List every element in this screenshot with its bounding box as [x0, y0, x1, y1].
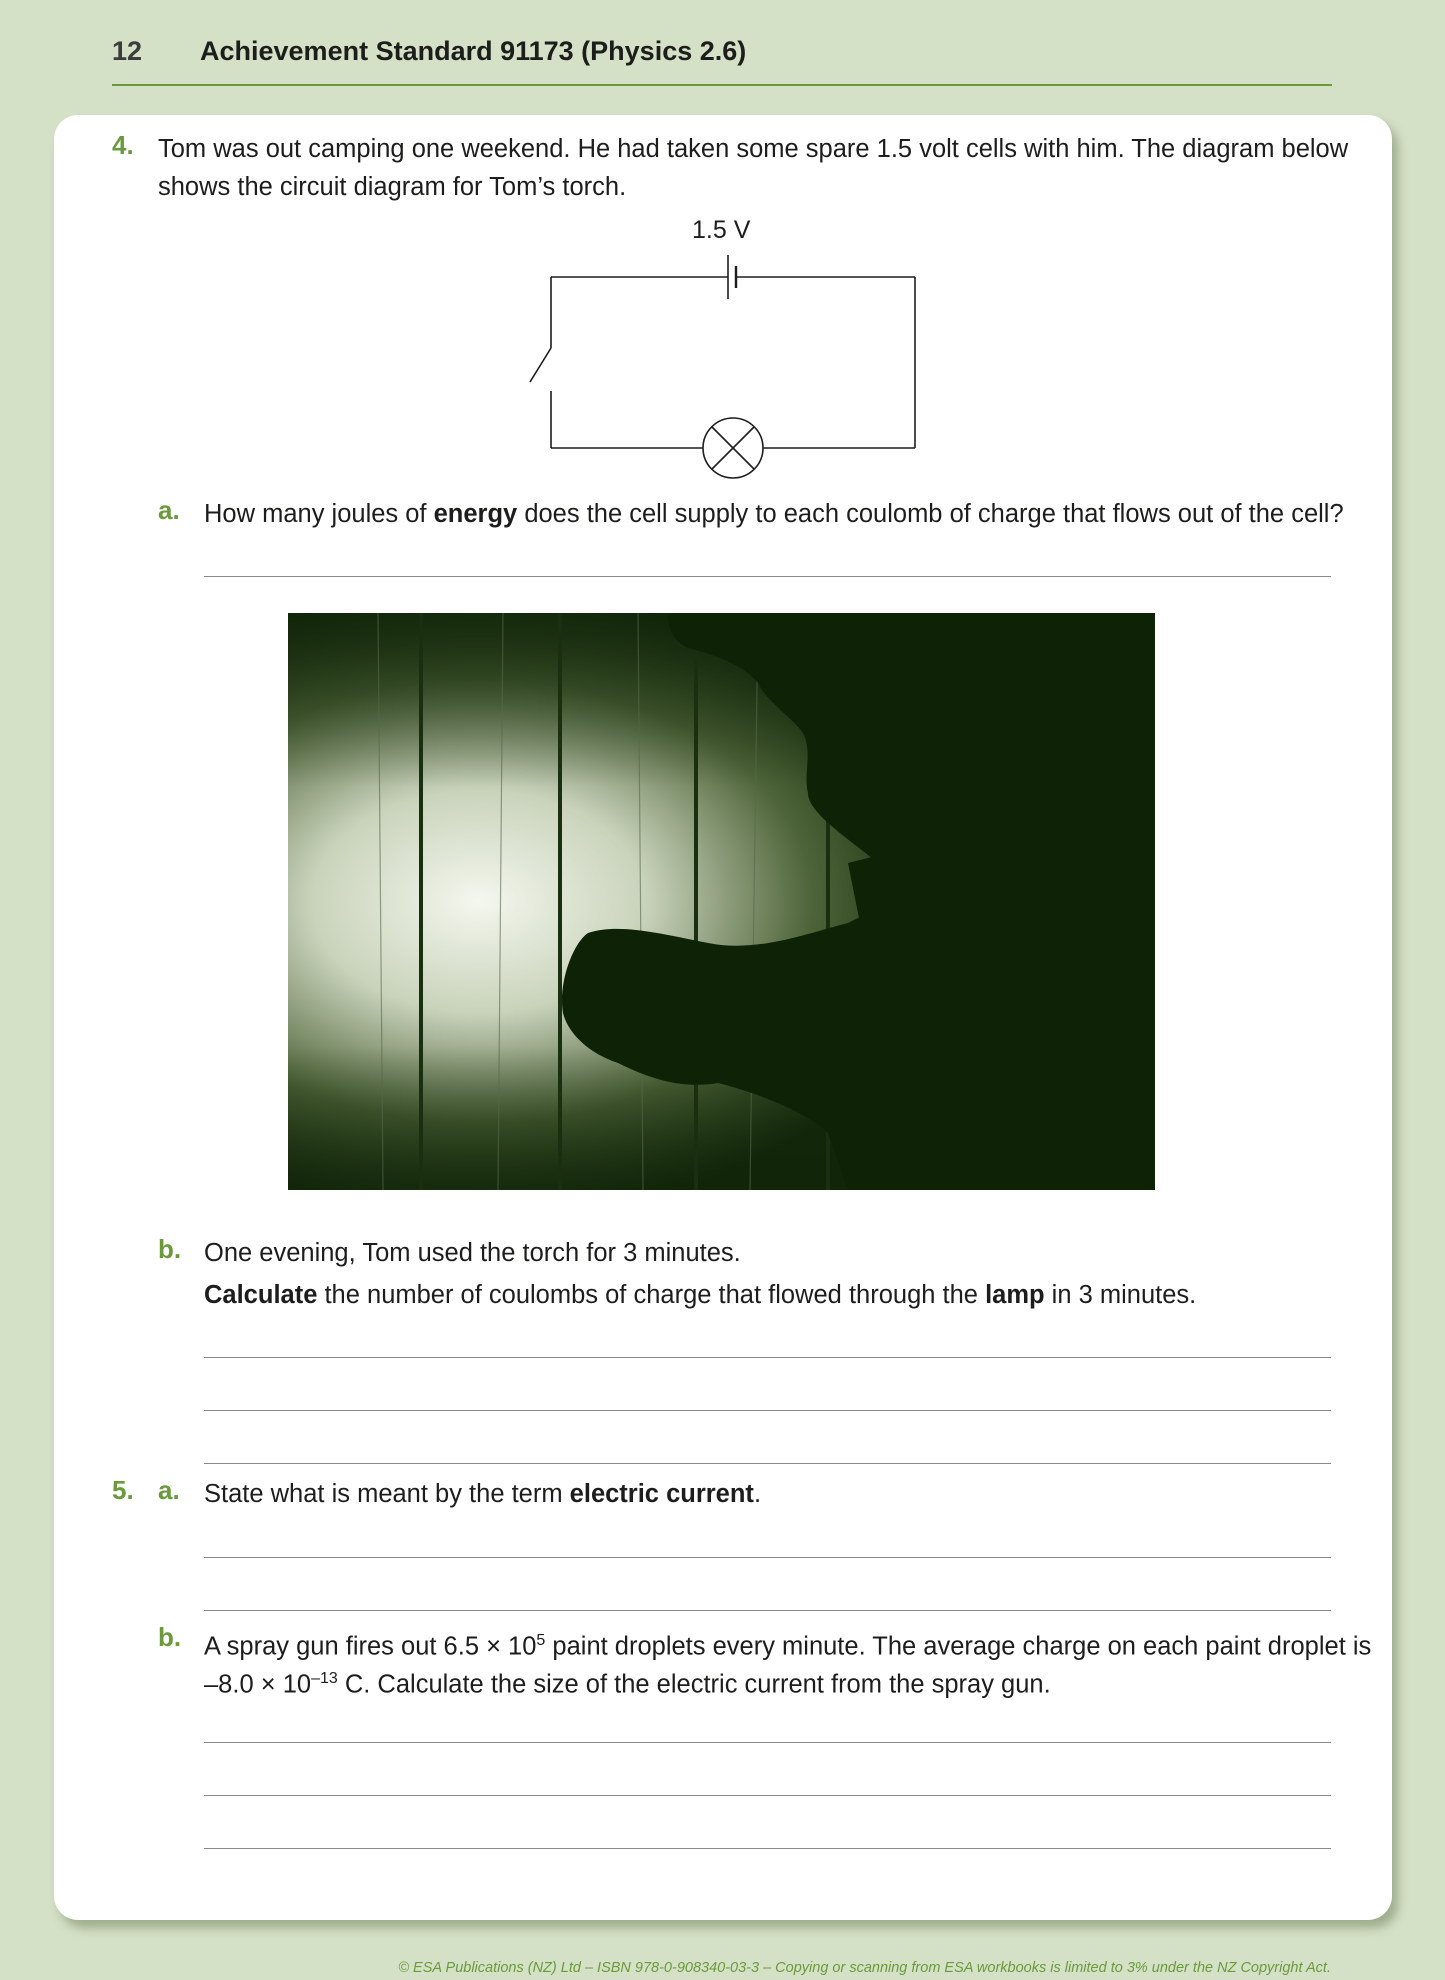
cell-voltage-label: 1.5 V	[692, 216, 751, 244]
question-4a-text	[204, 495, 1344, 533]
question-4-intro-line1: Tom was out camping one weekend. He had taken some spare 1.5 volt cells with him. The diagram below	[158, 135, 1349, 163]
question-4a-keyword: energy	[433, 500, 518, 528]
copyright-footer: © ESA Publications (NZ) Ltd – ISBN 978-0-908340-03-3 – Copying or scanning from ESA workbooks is limited to 3% under the NZ Copyright Act.	[398, 1960, 1331, 1976]
question-5b-line1-pre: A spray gun fires out 6.5 × 10	[204, 1632, 537, 1661]
question-4-number: 4.	[112, 130, 134, 160]
answer-line[interactable]	[204, 576, 1331, 577]
question-4b-keyword-lamp: lamp	[985, 1281, 1045, 1309]
page-header	[112, 30, 1332, 86]
question-4-intro-line2: shows the circuit diagram for Tom’s torch.	[158, 173, 627, 201]
question-5b-exponent1: 5	[536, 1632, 546, 1649]
question-4a-pre: How many joules of	[204, 500, 434, 528]
page-number: 12	[112, 36, 143, 66]
question-5b-line1	[204, 1622, 1371, 1666]
question-5b-exponent2: –13	[311, 1670, 338, 1687]
answer-line[interactable]	[204, 1557, 1331, 1558]
question-4b-line1: One evening, Tom used the torch for 3 minutes.	[204, 1239, 741, 1267]
answer-line[interactable]	[204, 1410, 1331, 1411]
question-4b-letter: b.	[158, 1234, 182, 1264]
question-5b-line2	[204, 1660, 1051, 1704]
question-4b-line2	[204, 1276, 1196, 1314]
answer-line[interactable]	[204, 1848, 1331, 1849]
question-5a-letter: a.	[158, 1475, 180, 1505]
question-4b-mid: the number of coulombs of charge that flowed through the	[317, 1281, 986, 1309]
answer-line[interactable]	[204, 1463, 1331, 1464]
question-5b-line1-post: paint droplets every minute. The average charge on each paint droplet is	[545, 1632, 1372, 1661]
answer-line[interactable]	[204, 1742, 1331, 1743]
question-5-number: 5.	[112, 1475, 134, 1505]
question-5b-line2-post: C. Calculate the size of the electric current from the spray gun.	[337, 1670, 1051, 1699]
question-4b-post: in 3 minutes.	[1044, 1281, 1197, 1309]
standard-title: Achievement Standard 91173 (Physics 2.6)	[200, 36, 747, 66]
question-4a-letter: a.	[158, 495, 180, 525]
torch-shadow-photo	[288, 613, 1155, 1190]
answer-line[interactable]	[204, 1357, 1331, 1358]
circuit-diagram	[510, 218, 930, 488]
question-5b-line2-pre: –8.0 × 10	[204, 1670, 312, 1699]
switch-icon	[530, 348, 551, 382]
question-5a-post: .	[753, 1480, 762, 1508]
answer-line[interactable]	[204, 1795, 1331, 1796]
question-5b-letter: b.	[158, 1622, 182, 1652]
question-4b-keyword-calculate: Calculate	[204, 1281, 318, 1309]
answer-line[interactable]	[204, 1610, 1331, 1611]
question-4a-post: does the cell supply to each coulomb of charge that flows out of the cell?	[517, 500, 1344, 528]
question-5a-text	[204, 1475, 761, 1513]
question-5a-pre: State what is meant by the term	[204, 1480, 570, 1508]
question-5a-keyword: electric current	[569, 1480, 754, 1508]
